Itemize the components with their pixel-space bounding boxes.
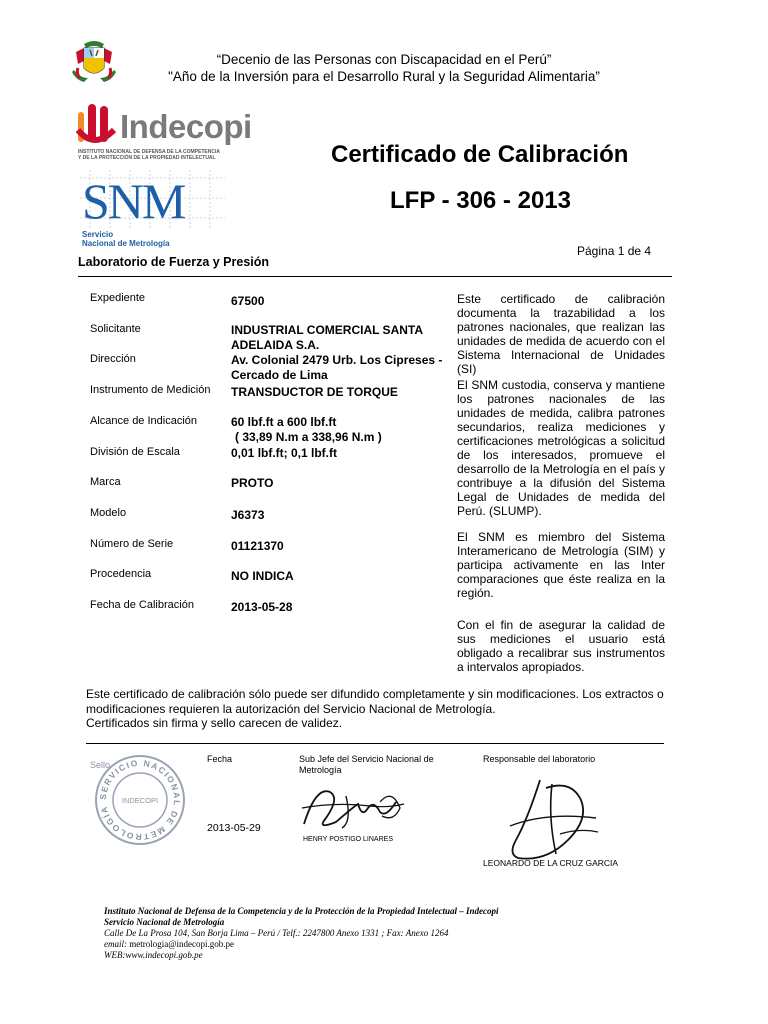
indecopi-wordmark: Indecopi [120, 108, 252, 145]
footer-web [104, 950, 203, 961]
field-label-marca: Marca [90, 476, 121, 488]
field-value-alcance: 60 lbf.ft a 600 lbf.ft [231, 415, 337, 429]
info-paragraph-custodia: El SNM custodia, conserva y mantiene los patrones nacionales de las unidades de medida, calibra patrones secundarios, realiza mediciones y certificaciones metrológicas a solicitud de los interesados, promueve el desarrollo de la Metrología en el país y contribuye a la difusión del Sistema Legal de Unidades de medida del Perú. (SLUMP). [457, 378, 665, 518]
footer-email-label: email: [104, 939, 127, 949]
notice-difusion: Este certificado de calibración sólo puede ser difundido completamente y sin modificaciones. Los extractos o modificaciones requieren la autorización del Servicio Nacional de Metrología. [86, 687, 664, 716]
field-label-fecha-calibracion: Fecha de Calibración [90, 599, 194, 611]
signature-divider [86, 743, 664, 744]
footer-email-link[interactable]: metrologia@indecopi.gob.pe [127, 939, 235, 949]
info-paragraph-sim: El SNM es miembro del Sistema Interamericano de Metrología (SIM) y participa activamente en las Inter comparaciones que éste realiza en la región. [457, 530, 665, 600]
footer-web-link[interactable]: www.indecopi.gob.pe [125, 950, 203, 960]
snm-wordmark: SNM [82, 173, 185, 229]
field-label-division: División de Escala [90, 446, 180, 458]
footer-web-label: WEB: [104, 950, 126, 960]
laboratory-name: Laboratorio de Fuerza y Presión [78, 255, 270, 269]
field-label-instrumento: Instrumento de Medición [90, 384, 211, 396]
info-paragraph-recalibrar: Con el fin de asegurar la calidad de sus mediciones el usuario está obligado a recalibrar sus instrumentos a intervalos apropiados. [457, 618, 665, 674]
field-value-serie: 01121370 [231, 539, 284, 553]
snm-subtitle: Servicio Nacional de Metrología [82, 230, 170, 248]
motto-line-2: "Año de la Inversión para el Desarrollo Rural y la Seguridad Alimentaria” [168, 69, 600, 84]
field-value-procedencia: NO INDICA [231, 569, 294, 583]
seal-label: Sello [90, 760, 111, 770]
field-label-serie: Número de Serie [90, 538, 174, 550]
footer-institution: Instituto Nacional de Defensa de la Competencia y de la Protección de la Propiedad Intelectual – Indecopi [104, 906, 499, 916]
field-value-expediente: 67500 [231, 294, 265, 308]
field-value-instrumento: TRANSDUCTOR DE TORQUE [231, 385, 398, 399]
indecopi-logo-icon [76, 100, 118, 146]
field-label-direccion: Dirección [90, 353, 136, 365]
field-value-modelo: J6373 [231, 508, 265, 522]
field-value-fecha-calibracion: 2013-05-28 [231, 600, 293, 614]
footer-service: Servicio Nacional de Metrología [104, 917, 225, 927]
field-value-direccion: Av. Colonial 2479 Urb. Los Cipreses - Cercado de Lima [231, 353, 443, 382]
field-label-modelo: Modelo [90, 507, 127, 519]
snm-logo [80, 168, 230, 252]
seal-center-text: INDECOPI [121, 796, 159, 805]
subjefe-name: HENRY POSTIGO LINARES [303, 836, 393, 843]
field-label-alcance: Alcance de Indicación [90, 415, 198, 427]
responsable-label: Responsable del laboratorio [483, 754, 596, 764]
fecha-label: Fecha [207, 754, 233, 764]
field-value-alcance-si: ( 33,89 N.m a 338,96 N.m ) [235, 430, 382, 444]
field-value-solicitante: INDUSTRIAL COMERCIAL SANTA ADELAIDA S.A. [231, 323, 423, 352]
subjefe-label: Sub Jefe del Servicio Nacional de Metrología [299, 754, 434, 775]
page-indicator: Página 1 de 4 [577, 244, 652, 258]
responsable-signature [496, 774, 608, 866]
field-value-division: 0,01 lbf.ft; 0,1 lbf.ft [231, 446, 338, 460]
notice-validez: Certificados sin firma y sello carecen de validez. [86, 716, 343, 730]
certificate-number: LFP - 306 - 2013 [390, 187, 571, 214]
motto-line-1: “Decenio de las Personas con Discapacidad en el Perú” [216, 52, 552, 67]
field-label-solicitante: Solicitante [90, 323, 141, 335]
fecha-value: 2013-05-29 [207, 822, 261, 834]
indecopi-seal-stamp [92, 752, 188, 848]
header-divider [78, 276, 672, 277]
field-value-marca: PROTO [231, 476, 274, 490]
field-label-procedencia: Procedencia [90, 568, 152, 580]
indecopi-tagline: INSTITUTO NACIONAL DE DEFENSA DE LA COMPETENCIA Y DE LA PROTECCIÓN DE LA PROPIEDAD INTELECTUAL [78, 149, 220, 161]
certificate-title: Certificado de Calibración [331, 141, 629, 168]
subjefe-signature [296, 778, 408, 834]
field-label-expediente: Expediente [90, 292, 146, 304]
footer-email [104, 939, 234, 950]
info-paragraph-trazabilidad: Este certificado de calibración documenta la trazabilidad a los patrones nacionales, que realizan las unidades de medida de acuerdo con el Sistema Internacional de Unidades (SI) [457, 292, 665, 376]
footer-address: Calle De La Prosa 104, San Borja Lima – Perú / Telf.: 2247800 Anexo 1331 ; Fax: Anexo 1264 [104, 928, 449, 938]
seal-ring-text: SERVICIO NACIONAL DE METROLOGÍA [97, 757, 183, 843]
responsable-name: LEONARDO DE LA CRUZ GARCIA [483, 858, 619, 868]
